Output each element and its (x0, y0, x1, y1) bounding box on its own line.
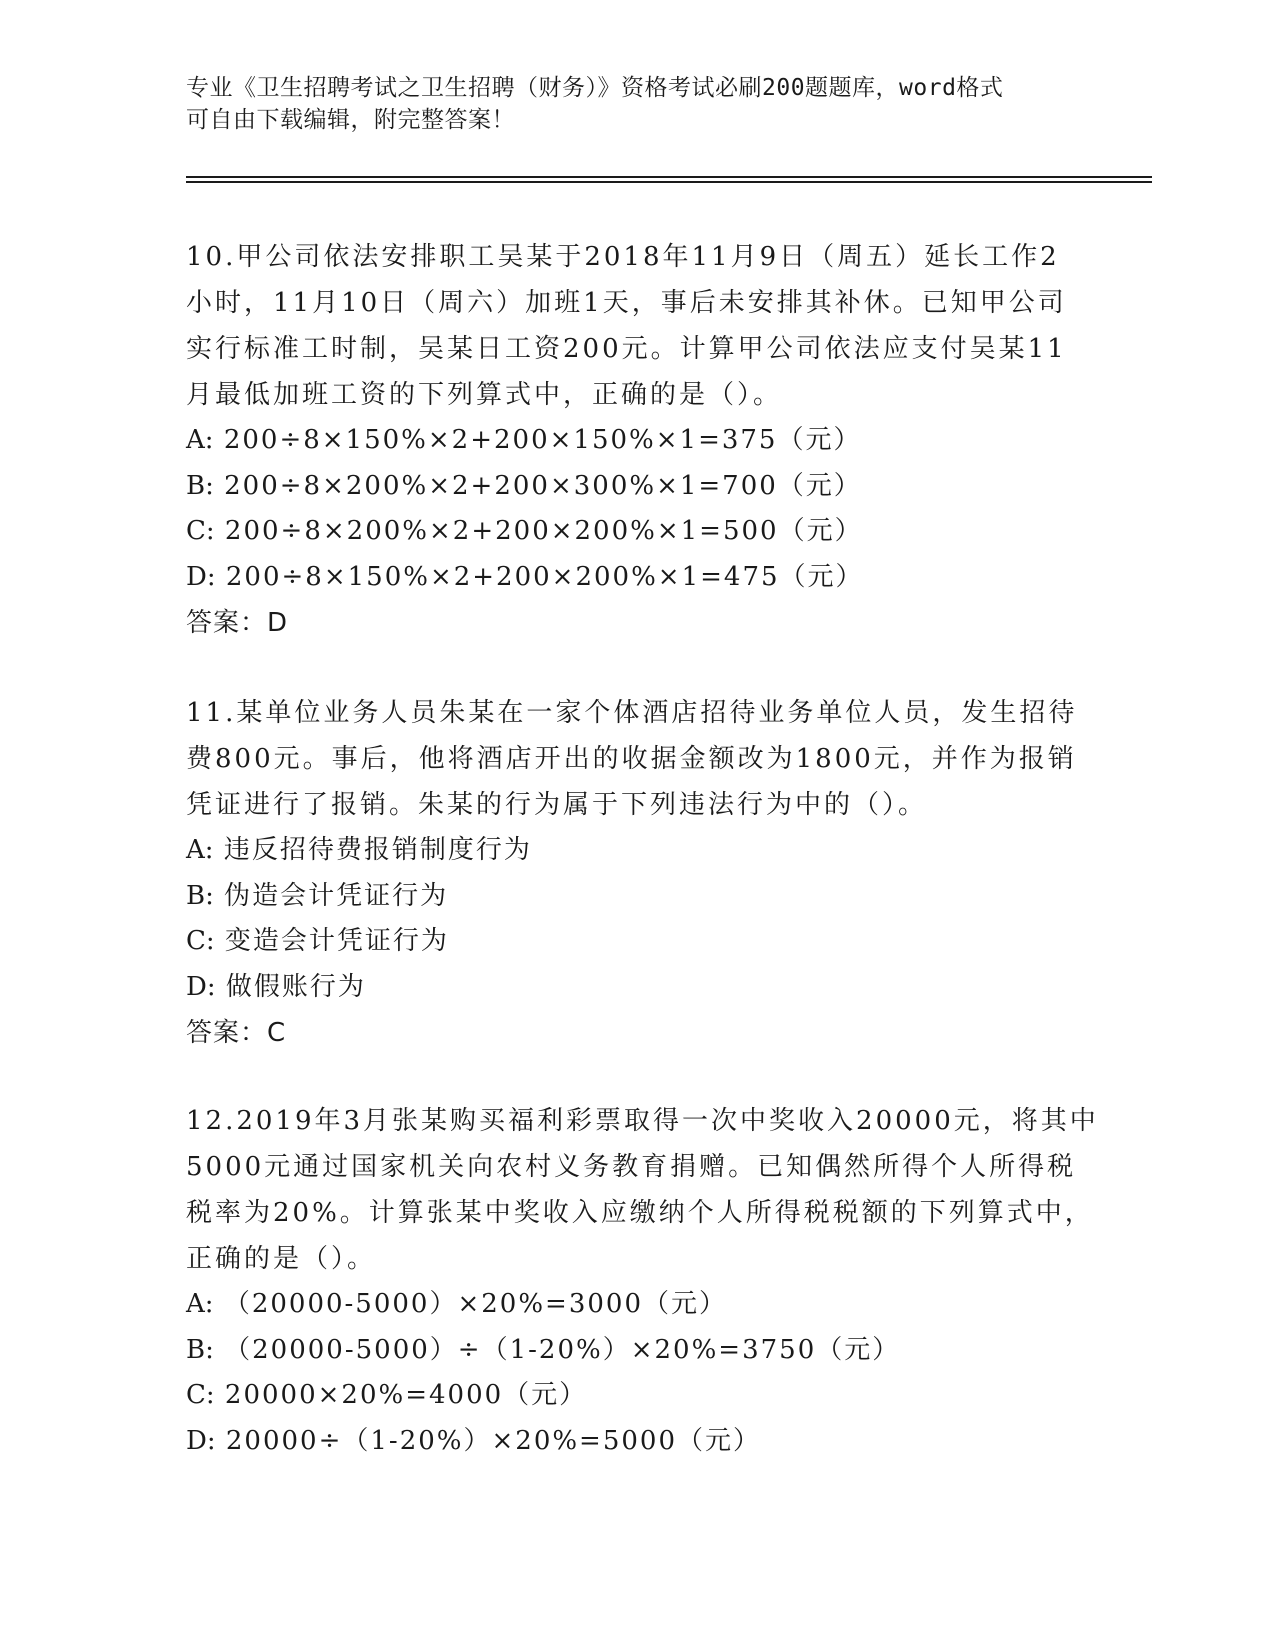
option-text: 20000×20%=4000（元） (224, 1380, 588, 1410)
question-11 (186, 690, 1086, 1056)
question-stem-line: 小时，11月10日（周六）加班1天，事后未安排其补休。已知甲公司 (186, 288, 1067, 318)
option-c (186, 919, 1086, 965)
question-stem-line: 12.2019年3月张某购买福利彩票取得一次中奖收入20000元，将其中 (186, 1106, 1099, 1136)
option-letter: C: (186, 516, 215, 546)
option-letter: D: (186, 561, 216, 592)
option-text: 200÷8×200%×2+200×200%×1=500（元） (224, 516, 863, 546)
option-b (186, 1328, 1086, 1374)
option-c (186, 1373, 1086, 1419)
document-header (186, 72, 1086, 136)
option-text: 20000÷（1-20%）×20%=5000（元） (225, 1425, 762, 1456)
question-stem-line: 10.甲公司依法安排职工吴某于2018年11月9日（周五）延长工作2 (186, 242, 1060, 272)
question-stem-line: 税率为20%。计算张某中奖收入应缴纳个人所得税税额的下列算式中， (186, 1198, 1094, 1228)
question-stem-line: 5000元通过国家机关向农村义务教育捐赠。已知偶然所得个人所得税 (186, 1152, 1077, 1182)
option-text: 伪造会计凭证行为 (224, 880, 449, 911)
option-d (186, 555, 1086, 601)
question-12 (186, 1098, 1099, 1464)
option-letter: D: (186, 1425, 216, 1456)
option-letter: C: (186, 926, 215, 956)
option-d (186, 1419, 1086, 1465)
option-text: 违反招待费报销制度行为 (223, 835, 532, 865)
question-stem-line: 11.某单位业务人员朱某在一家个体酒店招待业务单位人员，发生招待 (186, 698, 1078, 728)
answer-line: 答案：C (186, 1018, 287, 1048)
question-stem-line: 正确的是（）。 (186, 1244, 377, 1274)
header-divider-bottom (186, 181, 1152, 183)
option-letter: B: (186, 880, 214, 911)
option-text: 变造会计凭证行为 (224, 926, 449, 956)
option-text: （20000-5000）÷（1-20%）×20%=3750（元） (224, 1334, 901, 1365)
question-stem-line: 实行标准工时制，吴某日工资200元。计算甲公司依法应支付吴某11 (186, 334, 1067, 364)
option-d (186, 965, 1086, 1011)
option-letter: D: (186, 971, 216, 1002)
option-text: 做假账行为 (225, 971, 366, 1002)
option-letter: A: (186, 835, 214, 865)
option-b (186, 464, 1086, 510)
option-letter: C: (186, 1380, 215, 1410)
question-stem-line: 费800元。事后，他将酒店开出的收据金额改为1800元，并作为报销 (186, 744, 1077, 774)
header-line-2: 可自由下载编辑，附完整答案！ (186, 107, 515, 133)
answer-line: 答案：D (186, 608, 289, 638)
question-stem-line: 凭证进行了报销。朱某的行为属于下列违法行为中的（）。 (186, 790, 928, 820)
option-text: 200÷8×150%×2+200×200%×1=475（元） (225, 561, 864, 592)
option-letter: B: (186, 1334, 214, 1365)
option-text: 200÷8×200%×2+200×300%×1=700（元） (224, 470, 862, 501)
question-10 (186, 234, 1086, 646)
option-letter: A: (186, 425, 214, 455)
option-a (186, 1282, 1086, 1328)
option-letter: B: (186, 470, 214, 501)
option-text: （20000-5000）×20%=3000（元） (223, 1289, 728, 1319)
option-a (186, 828, 1086, 874)
option-b (186, 874, 1086, 920)
question-stem-line: 月最低加班工资的下列算式中，正确的是（）。 (186, 380, 783, 410)
option-c (186, 509, 1086, 555)
option-text: 200÷8×150%×2+200×150%×1=375（元） (223, 425, 862, 455)
header-line-1: 专业《卫生招聘考试之卫生招聘（财务）》资格考试必刷200题题库，word格式 (186, 75, 1004, 101)
option-a (186, 418, 1086, 464)
option-letter: A: (186, 1289, 214, 1319)
header-divider-top (186, 176, 1152, 178)
